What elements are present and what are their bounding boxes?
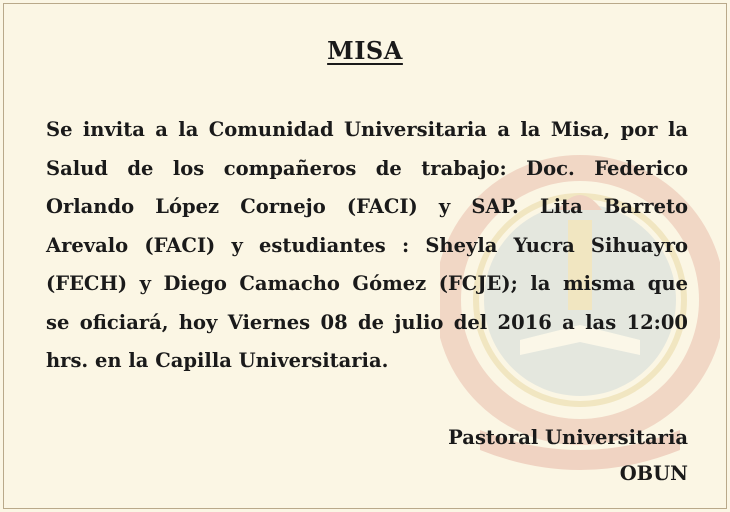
body-line: (FECH) y Diego Camacho Gómez (FCJE); la misma que (46, 272, 688, 295)
body-line: Salud de los compañeros de trabajo: Doc. Federico (46, 156, 688, 180)
signature-organization: Pastoral Universitaria (448, 426, 688, 449)
signature-unit: OBUN (619, 462, 688, 485)
body-line: hrs. en la Capilla Universitaria. (46, 349, 389, 372)
document-title: MISA (327, 36, 403, 65)
body-line: Arevalo (FACI) y estudiantes : Sheyla Yucra Sihuayro (46, 233, 688, 257)
invitation-body (46, 111, 688, 381)
body-line: se oficiará, hoy Viernes 08 de julio del 2016 a las 12:00 (46, 310, 688, 334)
body-line: Se invita a la Comunidad Universitaria a la Misa, por la (46, 118, 688, 141)
body-line: Orlando López Cornejo (FACI) y SAP. Lita Barreto (46, 195, 688, 218)
signature-block (448, 420, 688, 492)
